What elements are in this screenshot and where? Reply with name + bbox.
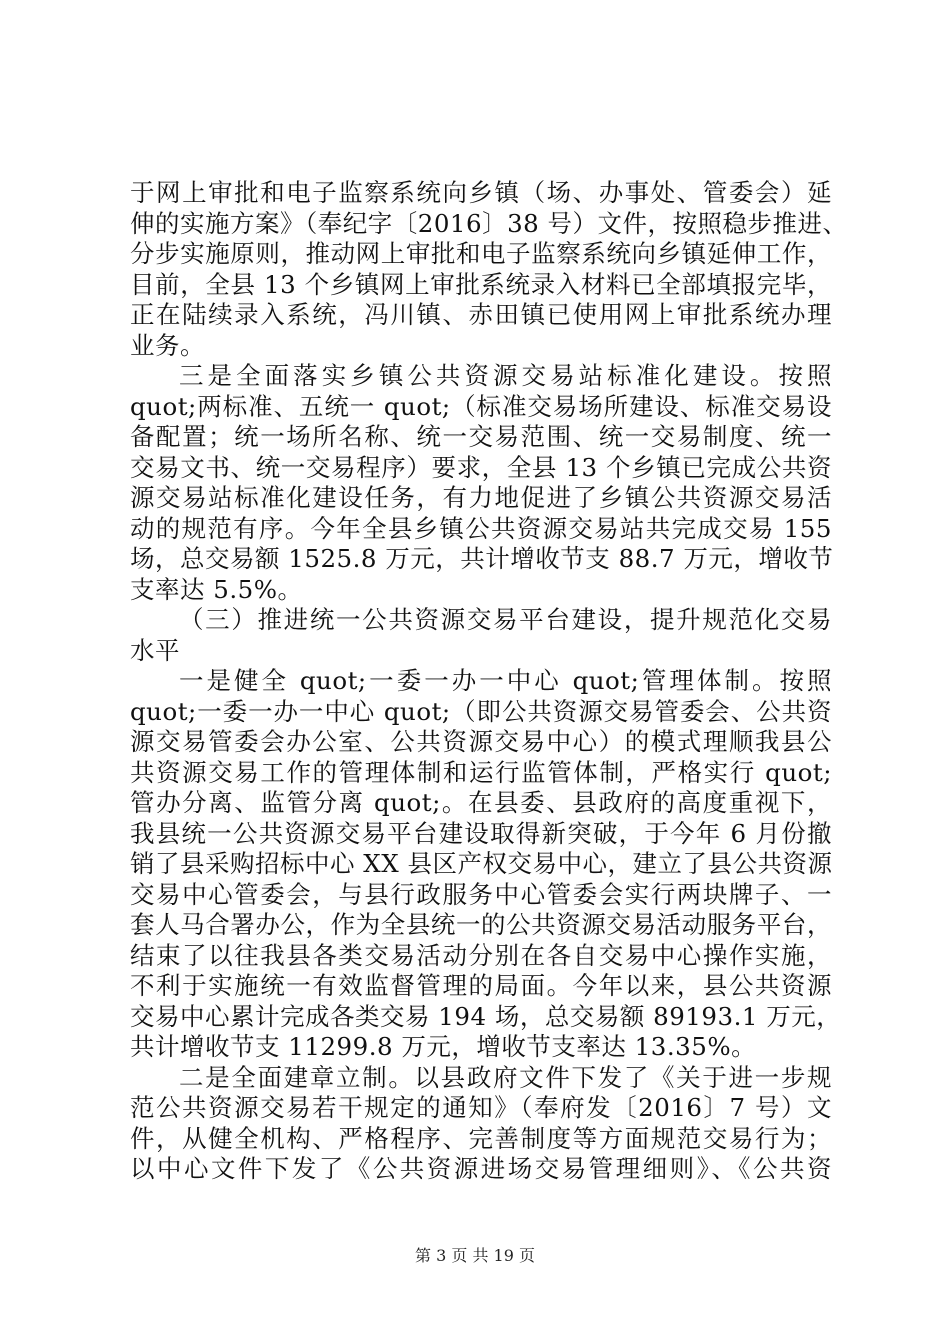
section-heading-cont: 水平 bbox=[130, 635, 180, 665]
text-line: 交易文书、统一交易程序）要求，全县 13 个乡镇已完成公共资 bbox=[130, 452, 832, 482]
text-line: 交易中心管委会，与县行政服务中心管委会实行两块牌子、一 bbox=[130, 879, 832, 909]
text-line: 套人马合署办公，作为全县统一的公共资源交易活动服务平台， bbox=[130, 910, 832, 939]
text-line: 不利于实施统一有效监督管理的局面。今年以来，县公共资源 bbox=[130, 971, 832, 1000]
text-line: 目前，全县 13 个乡镇网上审批系统录入材料已全部填报完毕， bbox=[130, 269, 832, 299]
text-line: 件，从健全机构、严格程序、完善制度等方面规范交易行为； bbox=[130, 1123, 832, 1153]
text-line: 以中心文件下发了《公共资源进场交易管理细则》、《公共资 bbox=[130, 1154, 832, 1183]
text-line: 销了县采购招标中心 XX 县区产权交易中心，建立了县公共资源 bbox=[130, 849, 833, 878]
paragraph-start: 二是全面建章立制。以县政府文件下发了《关于进一步规 bbox=[179, 1062, 832, 1092]
text-line: 于网上审批和电子监察系统向乡镇（场、办事处、管委会）延 bbox=[130, 178, 832, 207]
text-line: 范公共资源交易若干规定的通知》（奉府发〔2016〕7 号）文 bbox=[130, 1093, 832, 1122]
text-line: 业务。 bbox=[130, 330, 205, 360]
section-heading: （三）推进统一公共资源交易平台建设，提升规范化交易 bbox=[179, 605, 832, 634]
paragraph-start: 三是全面落实乡镇公共资源交易站标准化建设。按照 bbox=[179, 361, 832, 390]
text-line: quot;两标准、五统一 quot;（标准交易场所建设、标准交易设 bbox=[130, 391, 832, 421]
text-line: 伸的实施方案》（奉纪字〔2016〕38 号）文件，按照稳步推进、 bbox=[130, 208, 848, 238]
text-line: 交易中心累计完成各类交易 194 场，总交易额 89193.1 万元， bbox=[130, 1001, 842, 1031]
page-number-footer: 第 3 页 共 19 页 bbox=[415, 1246, 535, 1265]
text-line: quot;一委一办一中心 quot;（即公共资源交易管委会、公共资 bbox=[130, 696, 832, 726]
text-line: 我县统一公共资源交易平台建设取得新突破，于今年 6 月份撤 bbox=[130, 818, 832, 848]
text-line: 源交易管委会办公室、公共资源交易中心）的模式理顺我县公 bbox=[130, 727, 832, 756]
text-line: 源交易站标准化建设任务，有力地促进了乡镇公共资源交易活 bbox=[130, 483, 832, 512]
text-line: 备配置；统一场所名称、统一交易范围、统一交易制度、统一 bbox=[130, 422, 832, 451]
text-line: 共计增收节支 11299.8 万元，增收节支率达 13.35%。 bbox=[130, 1032, 757, 1061]
text-line: 正在陆续录入系统，冯川镇、赤田镇已使用网上审批系统办理 bbox=[130, 300, 832, 329]
paragraph-start: 一是健全 quot;一委一办一中心 quot;管理体制。按照 bbox=[179, 666, 832, 695]
text-line: 分步实施原则，推动网上审批和电子监察系统向乡镇延伸工作， bbox=[130, 239, 832, 268]
text-line: 动的规范有序。今年全县乡镇公共资源交易站共完成交易 155 bbox=[130, 513, 832, 543]
text-line: 支率达 5.5%。 bbox=[130, 574, 303, 604]
body-text bbox=[130, 178, 848, 1185]
text-line: 结束了以往我县各类交易活动分别在各自交易中心操作实施， bbox=[130, 940, 832, 970]
text-line: 场，总交易额 1525.8 万元，共计增收节支 88.7 万元，增收节 bbox=[130, 544, 834, 573]
text-line: 共资源交易工作的管理体制和运行监管体制，严格实行 quot; bbox=[130, 757, 832, 787]
text-line: 管办分离、监管分离 quot;。在县委、县政府的高度重视下， bbox=[130, 788, 832, 817]
